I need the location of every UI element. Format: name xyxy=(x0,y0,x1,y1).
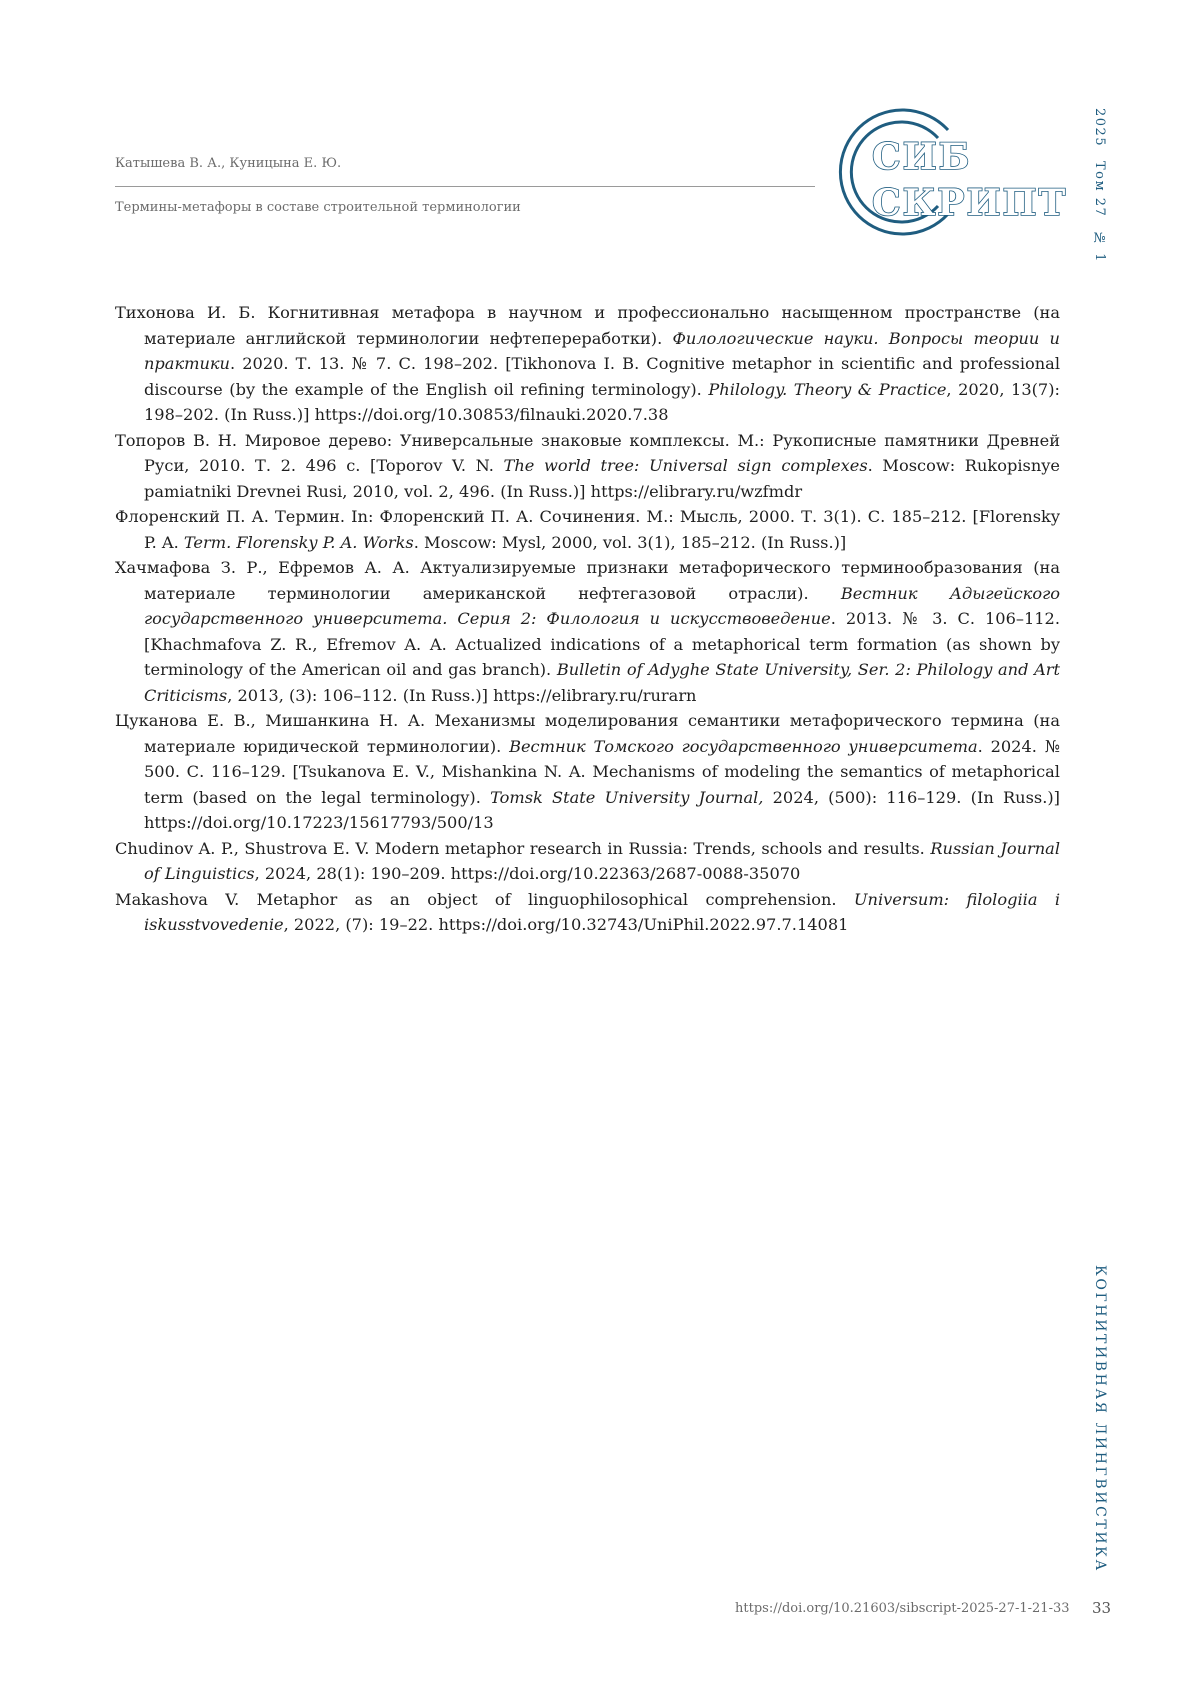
page-number: 33 xyxy=(1092,1599,1112,1617)
issue-info xyxy=(1092,108,1107,271)
journal-logo xyxy=(830,102,1070,252)
footer-doi-link[interactable]: https://doi.org/10.21603/sibscript-2025-27-1-21-33 xyxy=(735,1601,1070,1616)
issue-number: № 1 xyxy=(1092,230,1107,263)
reference-list xyxy=(115,300,1060,938)
running-header-authors: Катышева В. А., Куницына Е. Ю. xyxy=(115,156,342,171)
running-header-title: Термины-метафоры в составе строительной терминологии xyxy=(115,200,521,215)
reference-item: Цуканова Е. В., Мишанкина Н. А. Механизмы моделирования семантики метафорического термина (на материале юридической терминологии). Вестник Томского государственного университета. 2024. № 500. С. 116–129. [Tsukanova E. V., Mishankina N. A. Mechanisms of modeling the semantics of metaphorical term (based on the legal terminology). Tomsk State University Journal, 2024, (500): 116–129. (In Russ.)] https://doi.org/10.17223/15617793/500/13 xyxy=(115,711,1060,832)
logo-text-line-1: СИБ xyxy=(872,136,972,178)
reference-item: Топоров В. Н. Мировое дерево: Универсальные знаковые комплексы. М.: Рукописные памятники Древней Руси, 2010. Т. 2. 496 с. [Toporov V. N. The world tree: Universal sign complexes. Moscow: Rukopisnye pamiatniki Drevnei Rusi, 2010, vol. 2, 496. (In Russ.)] https://elibrary.ru/wzfmdr xyxy=(115,430,1060,501)
issue-year: 2025 xyxy=(1092,108,1107,148)
reference-item: Chudinov A. P., Shustrova E. V. Modern metaphor research in Russia: Trends, schools and results. Russian Journal of Linguistics, 2024, 28(1): 190–209. https://doi.org/10.22363/2687-0088-35070 xyxy=(115,838,1060,883)
header-divider xyxy=(115,186,815,187)
reference-item: Флоренский П. А. Термин. In: Флоренский П. А. Сочинения. М.: Мысль, 2000. Т. 3(1). С. 185–212. [Florensky P. A. Term. Florensky P. A. Works. Moscow: Mysl, 2000, vol. 3(1), 185–212. (In Russ.)] xyxy=(115,507,1060,552)
reference-item: Хачмафова З. Р., Ефремов А. А. Актуализируемые признаки метафорического терминообразования (на материале терминологии американской нефтегазовой отрасли). Вестник Адыгейского государственного университета. Серия 2: Филология и искусствоведение. 2013. № 3. С. 106–112. [Khachmafova Z. R., Efremov A. A. Actualized indications of a metaphorical term formation (as shown by terminology of the American oil and gas branch). Bulletin of Adyghe State University, Ser. 2: Philology and Art Criticisms, 2013, (3): 106–112. (In Russ.)] https://elibrary.ru/rurarn xyxy=(115,558,1061,705)
reference-item: Тихонова И. Б. Когнитивная метафора в научном и профессионально насыщенном пространстве (на материале английской терминологии нефтепереработки). Филологические науки. Вопросы теории и практики. 2020. Т. 13. № 7. С. 198–202. [Tikhonova I. B. Cognitive metaphor in scientific and professional discourse (by the example of the English oil refining terminology). Philology. Theory & Practice, 2020, 13(7): 198–202. (In Russ.)] https://doi.org/10.30853/filnauki.2020.7.38 xyxy=(115,303,1061,424)
reference-item: Makashova V. Metaphor as an object of linguophilosophical comprehension. Universum: filologiia i iskusstvovedenie, 2022, (7): 19–22. https://doi.org/10.32743/UniPhil.2022.97.7.14081 xyxy=(115,889,1060,934)
issue-volume: Том 27 xyxy=(1092,160,1107,218)
section-rubric: КОГНИТИВНАЯ ЛИНГВИСТИКА xyxy=(1092,1265,1108,1573)
logo-text-line-2: СКРИПТ xyxy=(872,182,1068,224)
